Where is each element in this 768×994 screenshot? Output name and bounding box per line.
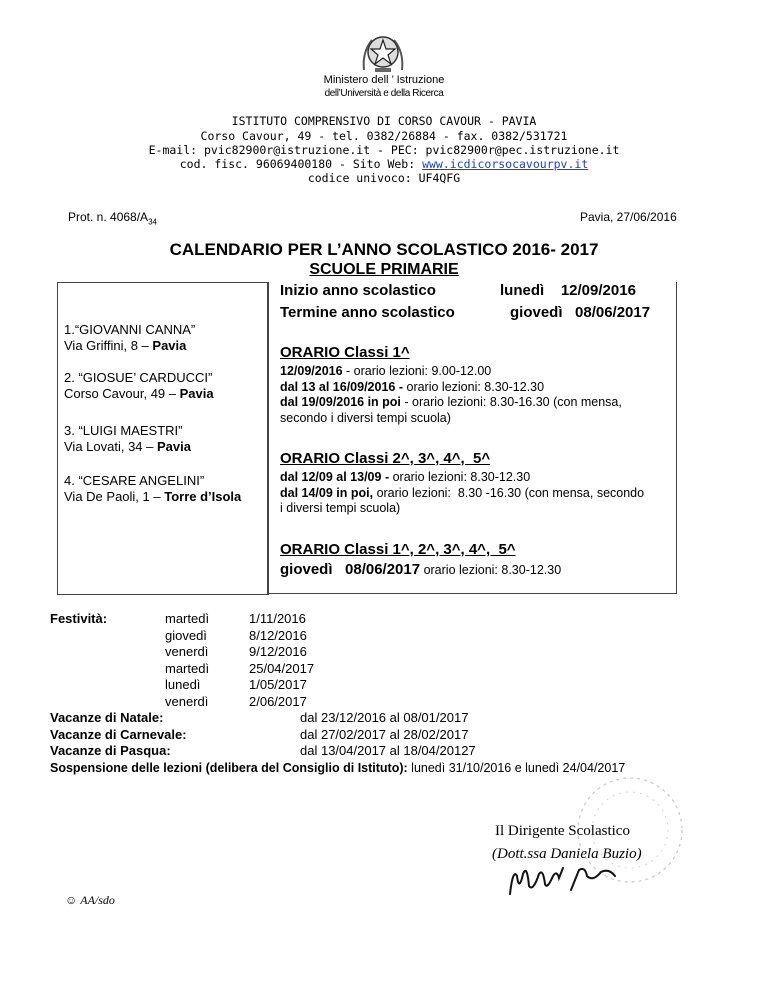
orario2-heading: ORARIO Classi 2^, 3^, 4^, 5^ [280, 450, 491, 467]
orario1-l3-text: - orario lezioni: 8.30-16.30 (con mensa, [400, 395, 622, 409]
school-codes [0, 157, 768, 171]
end-value: giovedì 08/06/2017 [510, 304, 651, 321]
fest-date: 9/12/2016 [249, 644, 307, 659]
orario1-l2-date: dal 13 al 16/09/2016 - [280, 379, 404, 394]
school-1-address: Via Griffini, 8 – [64, 338, 153, 353]
vacanza-value: dal 27/02/2017 al 28/02/2017 [300, 726, 469, 742]
vacanza-label: Vacanze di Pasqua: [50, 743, 171, 758]
fest-day: giovedì [165, 627, 207, 643]
fest-date: 25/04/2017 [249, 660, 315, 676]
place-date: Pavia, 27/06/2016 [580, 210, 677, 224]
festivita-label: Festività: [50, 611, 108, 626]
school-3-address: Via Lovati, 34 – [64, 439, 157, 454]
school-3-city: Pavia [157, 439, 191, 454]
handwritten-signature [505, 862, 645, 902]
footer-reference [65, 893, 115, 908]
school-2-name: 2. “GIOSUE’ CARDUCCI” [64, 370, 213, 385]
sospensione-value: lunedì 31/10/2016 e lunedì 24/04/2017 [407, 761, 626, 775]
page-title: CALENDARIO PER L’ANNO SCOLASTICO 2016- 2017 [169, 240, 599, 259]
festivita-list [165, 611, 314, 710]
school-4 [64, 473, 241, 505]
signer-name: (Dott.ssa Daniela Buzio) [492, 846, 642, 862]
orario3-line [280, 561, 561, 579]
start-value: lunedì 12/09/2016 [500, 282, 636, 299]
sospensione-line [50, 761, 625, 775]
school-4-city: Torre d’Isola [164, 489, 242, 504]
fest-date: 1/05/2017 [249, 677, 307, 692]
footer-ref: AA/sdo [80, 893, 115, 907]
school-2-city: Pavia [179, 386, 214, 401]
protocol-number: Prot. n. $4068/A_{34}$ [68, 210, 157, 227]
fest-date: 2/06/2017 [249, 693, 307, 709]
orario1-l1-date: 12/09/2016 [280, 364, 343, 378]
orario2-l1-text: orario lezioni: 8.30-12.30 [389, 470, 531, 484]
ministry-line1: Ministero dell ’ Istruzione [323, 74, 445, 86]
orario1-l4-text: secondo i diversi tempi scuola) [280, 410, 451, 425]
orario2-l2-text: orario lezioni: 8.30 -16.30 (con mensa, secondo [373, 485, 645, 500]
orario2-l1-date: dal 12/09 al 13/09 - [280, 470, 390, 484]
orario2-l3-text: i diversi tempi scuola) [280, 501, 401, 515]
signer-role: Il Dirigente Scolastico [495, 823, 630, 839]
vacanza-label: Vacanze di Natale: [50, 710, 164, 725]
orario3-text: orario lezioni: 8.30-12.30 [420, 563, 562, 577]
fiscal-code-text: cod. fisc. 96069400180 - Sito Web: [179, 157, 423, 171]
end-label: Termine anno scolastico [280, 304, 455, 321]
orario3-date: giovedì 08/06/2017 [280, 561, 421, 578]
orario1-l1-text: - orario lezioni: 9.00-12.00 [342, 364, 492, 378]
smiley-icon: ☺ [65, 893, 78, 907]
vacanza-value: dal 23/12/2016 al 08/01/2017 [300, 710, 469, 725]
orario2-body [280, 470, 672, 517]
orario1-body [280, 364, 672, 426]
republic-emblem-icon [360, 30, 406, 74]
school-3-name: 3. “LUIGI MAESTRI” [64, 423, 183, 438]
school-email: E-mail: pvic82900r@istruzione.it - PEC: pvic82900r@pec.istruzione.it [148, 143, 620, 157]
fest-day: martedì [165, 660, 210, 676]
orario1-l2-text: orario lezioni: 8.30-12.30 [403, 379, 545, 394]
school-4-name: 4. “CESARE ANGELINI” [64, 473, 205, 488]
fest-date: 1/11/2016 [249, 611, 306, 626]
school-2 [64, 370, 214, 402]
ministry-line2: dell’Università e della Ricerca [324, 88, 444, 99]
fest-day: martedì [165, 611, 210, 626]
school-4-address: Via De Paoli, 1 – [64, 489, 165, 504]
page-subtitle: SCUOLE PRIMARIE [309, 261, 459, 278]
school-3 [64, 423, 191, 455]
fest-day: venerdì [165, 644, 209, 659]
orario2-l2-date: dal 14/09 in poi, [280, 485, 374, 500]
school-1 [64, 322, 195, 354]
orario1-l3-date: dal 19/09/2016 in poi [280, 395, 401, 409]
school-name: ISTITUTO COMPRENSIVO DI CORSO CAVOUR - PAVIA [231, 114, 537, 128]
vacanza-label: Vacanze di Carnevale: [50, 726, 187, 742]
unique-code: codice univoco: UF4QFG [307, 171, 461, 185]
school-address: Corso Cavour, 49 - tel. 0382/26884 - fax. 0382/531721 [200, 129, 568, 143]
fest-day: lunedì [165, 677, 201, 692]
vacanza-value: dal 13/04/2017 al 18/04/20127 [300, 743, 476, 758]
fest-date: 8/12/2016 [249, 627, 307, 643]
orario1-heading: ORARIO Classi 1^ [280, 344, 410, 361]
website-link[interactable]: www.icdicorsocavourpv.it [422, 157, 589, 171]
vacanze-list [50, 710, 476, 760]
fest-day: venerdì [165, 693, 209, 709]
sospensione-label: Sospensione delle lezioni (delibera del Consiglio di Istituto): [50, 761, 408, 775]
start-label: Inizio anno scolastico [280, 282, 436, 299]
school-1-name: 1.“GIOVANNI CANNA” [64, 322, 196, 337]
orario3-heading: ORARIO Classi 1^, 2^, 3^, 4^, 5^ [280, 541, 516, 558]
school-2-address: Corso Cavour, 49 – [64, 386, 180, 401]
school-1-city: Pavia [152, 338, 187, 353]
